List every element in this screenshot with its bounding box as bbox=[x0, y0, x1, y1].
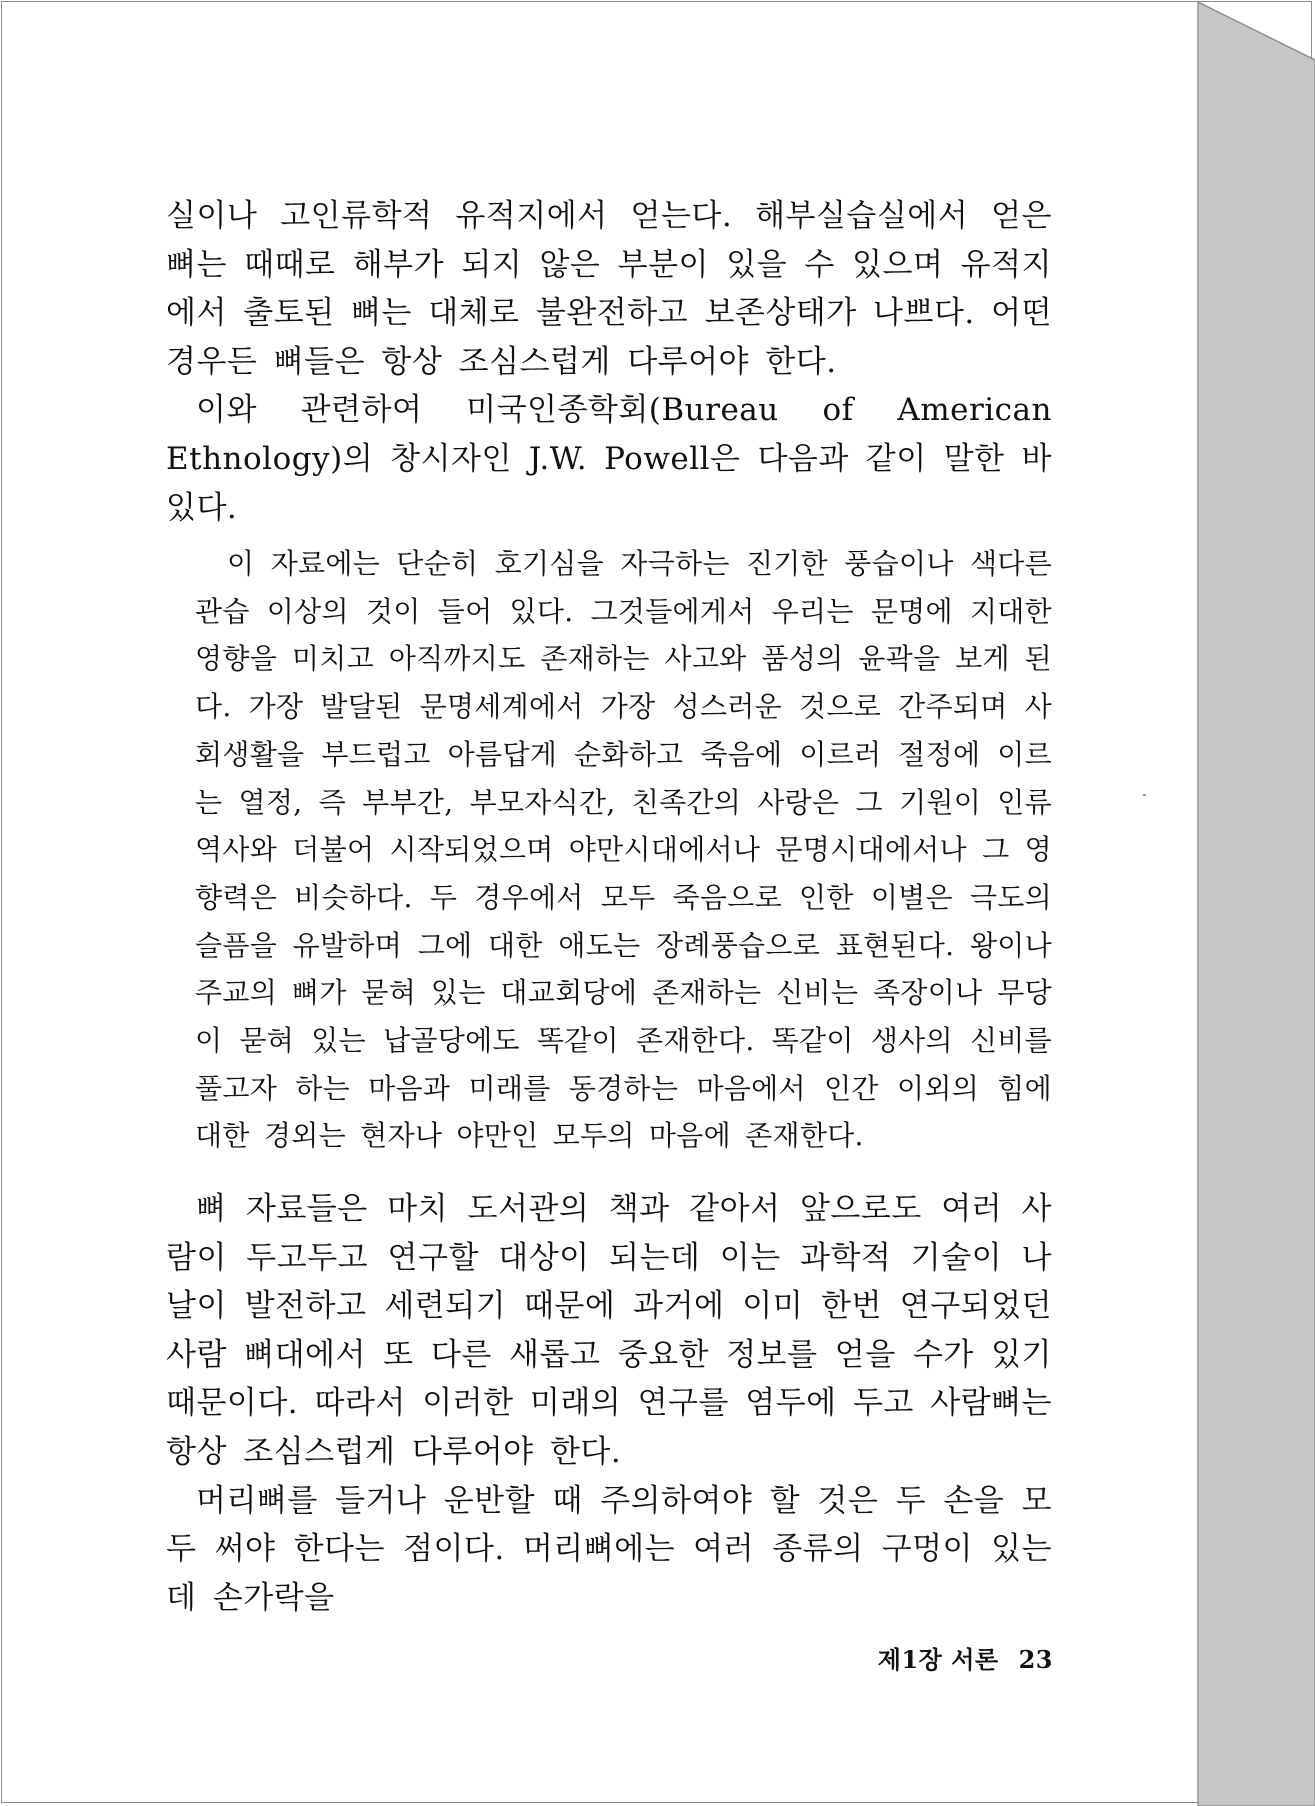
paragraph: 머리뼈를 들거나 운반할 때 주의하여야 할 것은 두 손을 모두 써야 한다는 점이다. 머리뼈에는 여러 종류의 구멍이 있는데 손가락을 bbox=[166, 1482, 1052, 1616]
body-text-top bbox=[166, 192, 1052, 532]
paragraph: 이와 관련하여 미국인종학회(Bureau of American Ethnology)의 창시자인 J.W. Powell은 다음과 같이 말한 바 있다. bbox=[166, 392, 1052, 526]
scan-speck bbox=[1143, 794, 1146, 796]
paragraph: 실이나 고인류학적 유적지에서 얻는다. 해부실습실에서 얻은 뼈는 때때로 해부가 되지 않은 부분이 있을 수 있으며 유적지에서 출토된 뼈는 대체로 불완전하고 보존상태가 나쁘다. 어떤 경우든 뼈들은 항상 조심스럽게 다루어야 한다. bbox=[166, 198, 1052, 380]
block-quote: 이 자료에는 단순히 호기심을 자극하는 진기한 풍습이나 색다른 관습 이상의 것이 들어 있다. 그것들에게서 우리는 문명에 지대한 영향을 미치고 아직까지도 존재하는 사고와 품성의 윤곽을 보게 된다. 가장 발달된 문명세계에서 가장 성스러운 것으로 간주되며 사회생활을 부드럽고 아름답게 순화하고 죽음에 이르러 절정에 이르는 열정, 즉 부부간, 부모자식간, 친족간의 사랑은 그 기원이 인류 역사와 더불어 시작되었으며 야만시대에서나 문명시대에서나 그 영향력은 비슷하다. 두 경우에서 모두 죽음으로 인한 이별은 극도의 슬픔을 유발하며 그에 대한 애도는 장례풍습으로 표현된다. 왕이나 주교의 뼈가 묻혀 있는 대교회당에 존재하는 신비는 족장이나 무당이 묻혀 있는 납골당에도 똑같이 존재한다. 똑같이 생사의 신비를 풀고자 하는 마음과 미래를 동경하는 마음에서 인간 이외의 힘에 대한 경외는 현자나 야만인 모두의 마음에 존재한다. bbox=[195, 547, 1052, 1153]
paragraph: 뼈 자료들은 마치 도서관의 책과 같아서 앞으로도 여러 사람이 두고두고 연구할 대상이 되는데 이는 과학적 기술이 나날이 발전하고 세련되기 때문에 과거에 이미 한번 연구되었던 사람 뼈대에서 또 다른 새롭고 중요한 정보를 얻을 수가 있기 때문이다. 따라서 이러한 미래의 연구를 염두에 두고 사람뼈는 항상 조심스럽게 다루어야 한다. bbox=[166, 1191, 1052, 1470]
page-footer bbox=[878, 1640, 1053, 1675]
page-number: 23 bbox=[1018, 1645, 1053, 1674]
chapter-label: 제1장 서론 bbox=[877, 1645, 999, 1674]
body-text-bottom bbox=[166, 1185, 1052, 1622]
